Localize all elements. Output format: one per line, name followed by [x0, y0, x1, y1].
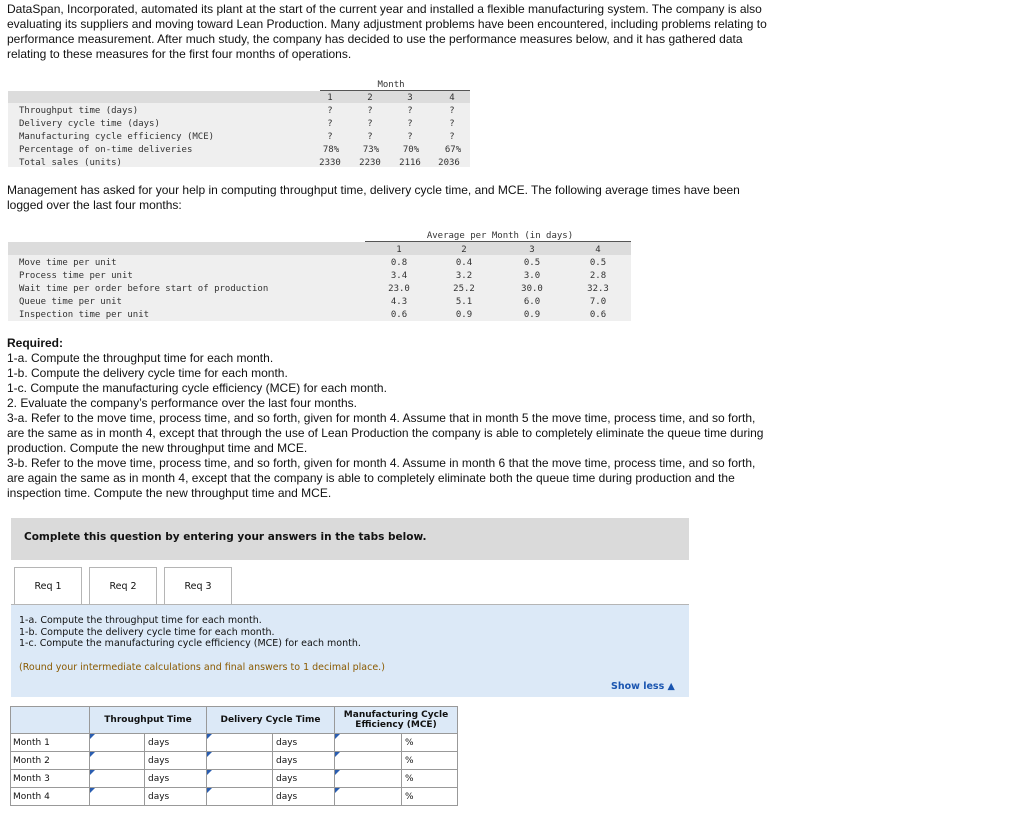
table1-cell: ? [327, 106, 333, 116]
instruction-banner [11, 518, 689, 560]
table1-row-label: Delivery cycle time (days) [19, 119, 160, 129]
table2-col-1: 1 [396, 245, 402, 255]
mce-month-2-input[interactable] [335, 753, 401, 769]
days-unit: days [273, 788, 335, 806]
table2-cell: 25.2 [453, 284, 475, 294]
table1-col-3: 3 [407, 93, 413, 103]
table1-cell: ? [407, 119, 413, 129]
input-marker-icon [207, 788, 212, 793]
delivery-input-cell[interactable] [207, 734, 273, 752]
input-marker-icon [207, 734, 212, 739]
table2-cell: 4.3 [390, 297, 408, 307]
table1-row-label: Percentage of on-time deliveries [19, 145, 193, 155]
tab-req-1[interactable]: Req 1 [14, 567, 82, 606]
table2-row-label: Inspection time per unit [19, 310, 150, 320]
input-marker-icon [335, 752, 340, 757]
input-marker-icon [90, 734, 95, 739]
mce-input-cell[interactable] [335, 770, 402, 788]
answer-table [10, 706, 458, 806]
days-unit: days [145, 788, 207, 806]
input-marker-icon [90, 752, 95, 757]
month-label: Month 2 [11, 752, 90, 770]
table1-cell: ? [367, 132, 373, 142]
input-marker-icon [335, 734, 340, 739]
table1-cell: ? [367, 119, 373, 129]
table1-cell: 2330 [319, 158, 341, 168]
table1-cell: ? [407, 106, 413, 116]
table2-cell: 3.4 [390, 271, 408, 281]
table2-col-3: 3 [529, 245, 535, 255]
required-item: 2. Evaluate the company’s performance over the last four months. [7, 396, 357, 410]
table2-row-label: Queue time per unit [19, 297, 122, 307]
table1-cell: ? [449, 106, 455, 116]
table2-cell: 3.0 [523, 271, 541, 281]
delivery-month-4-input[interactable] [207, 789, 272, 805]
delivery-input-cell[interactable] [207, 788, 273, 806]
required-item: 1-a. Compute the throughput time for each month. [7, 351, 274, 365]
table-row [11, 734, 458, 752]
month-label: Month 1 [11, 734, 90, 752]
table2-group-header: Average per Month (in days) [426, 231, 574, 241]
table2-col-4: 4 [595, 245, 601, 255]
panel-line: 1-b. Compute the delivery cycle time for each month. [19, 626, 275, 638]
throughput-month-4-input[interactable] [90, 789, 144, 805]
required-item: 3-a. Refer to the move time, process time, and so forth, given for month 4. Assume that in month 5 the move time, process time, and so forth, are the same as in month 4, except that through the use of Lean Production the company is able to completely eliminate the queue time during production. Compute the new throughput time and MCE. [7, 411, 764, 455]
table-row [11, 752, 458, 770]
table1-cell: 67% [444, 145, 462, 155]
percent-unit: % [402, 752, 458, 770]
table1-cell: 70% [402, 145, 420, 155]
table1-cell: 78% [322, 145, 340, 155]
throughput-input-cell[interactable] [90, 752, 145, 770]
rounding-note: (Round your intermediate calculations and final answers to 1 decimal place.) [19, 662, 385, 673]
table1-row-label: Throughput time (days) [19, 106, 139, 116]
table1-col-2: 2 [367, 93, 373, 103]
mce-month-1-input[interactable] [335, 735, 401, 751]
mce-input-cell[interactable] [335, 734, 402, 752]
table1-cell: ? [449, 119, 455, 129]
answer-header-row [11, 707, 458, 734]
month-label: Month 4 [11, 788, 90, 806]
required-title: Required: [7, 336, 64, 350]
throughput-header: Throughput Time [90, 707, 207, 734]
input-marker-icon [335, 788, 340, 793]
days-unit: days [145, 734, 207, 752]
tab-req-2[interactable]: Req 2 [89, 567, 157, 607]
table2-cell: 0.8 [390, 258, 408, 268]
table2-cell: 32.3 [587, 284, 609, 294]
table-row [11, 770, 458, 788]
table-row [11, 788, 458, 806]
table2-cell: 2.8 [589, 271, 607, 281]
mce-header: Manufacturing Cycle Efficiency (MCE) [335, 707, 458, 734]
show-less-link[interactable]: Show less ▲ [611, 681, 675, 692]
panel-line: 1-a. Compute the throughput time for each month. [19, 615, 262, 626]
required-item: 1-c. Compute the manufacturing cycle efficiency (MCE) for each month. [7, 381, 387, 395]
throughput-input-cell[interactable] [90, 734, 145, 752]
table2-cell: 23.0 [388, 284, 410, 294]
table2-cell: 0.6 [390, 310, 408, 320]
percent-unit: % [402, 734, 458, 752]
days-unit: days [273, 770, 335, 788]
table2-cell: 0.5 [589, 258, 607, 268]
tab-req-3[interactable]: Req 3 [164, 567, 232, 607]
intro-text: DataSpan, Incorporated, automated its plant at the start of the current year and installed a flexible manufacturing system. The company is also evaluating its suppliers and moving toward Lean Production. Many adjustment problems have been encountered, including problems relating to performance measurement. After much study, the company has decided to use the performance measures below, and it has gathered data relating to these measures for the first four months of operations. [7, 2, 767, 61]
input-marker-icon [90, 770, 95, 775]
input-marker-icon [335, 770, 340, 775]
throughput-month-1-input[interactable] [90, 735, 144, 751]
panel-instructions [19, 615, 361, 650]
delivery-header: Delivery Cycle Time [207, 707, 335, 734]
throughput-input-cell[interactable] [90, 788, 145, 806]
table2-row-label: Process time per unit [19, 271, 133, 281]
table2-cell: 30.0 [521, 284, 543, 294]
blank-header [11, 707, 90, 734]
required-item: 1-b. Compute the delivery cycle time for each month. [7, 366, 288, 380]
table1-cell: ? [327, 132, 333, 142]
throughput-month-3-input[interactable] [90, 771, 144, 787]
table2-cell: 0.9 [523, 310, 541, 320]
table2-cell: 5.1 [455, 297, 473, 307]
table2-col-2: 2 [461, 245, 467, 255]
table1-cell: 2036 [438, 158, 460, 168]
input-marker-icon [207, 752, 212, 757]
table2-cell: 7.0 [589, 297, 607, 307]
table1-cell: ? [449, 132, 455, 142]
table1-col-1: 1 [327, 93, 333, 103]
throughput-month-2-input[interactable] [90, 753, 144, 769]
month-label: Month 3 [11, 770, 90, 788]
table2-row-label: Wait time per order before start of production [19, 284, 269, 294]
throughput-input-cell[interactable] [90, 770, 145, 788]
delivery-input-cell[interactable] [207, 752, 273, 770]
days-unit: days [273, 734, 335, 752]
delivery-month-3-input[interactable] [207, 771, 272, 787]
table1-cell: ? [327, 119, 333, 129]
mce-month-4-input[interactable] [335, 789, 401, 805]
table1-cell: ? [367, 106, 373, 116]
tab-content-panel [11, 604, 689, 697]
table1-cell: 2230 [359, 158, 381, 168]
table2-cell: 3.2 [455, 271, 473, 281]
table1-row-label: Total sales (units) [19, 158, 122, 168]
days-unit: days [273, 752, 335, 770]
mce-input-cell[interactable] [335, 788, 402, 806]
table1-cell: ? [407, 132, 413, 142]
management-text: Management has asked for your help in computing throughput time, delivery cycle time, and MCE. The following average times have been logged over the last four months: [7, 183, 740, 212]
table1-col-4: 4 [449, 93, 455, 103]
table2-cell: 0.9 [455, 310, 473, 320]
percent-unit: % [402, 788, 458, 806]
delivery-month-2-input[interactable] [207, 753, 272, 769]
days-unit: days [145, 752, 207, 770]
mce-month-3-input[interactable] [335, 771, 401, 787]
input-marker-icon [90, 788, 95, 793]
days-unit: days [145, 770, 207, 788]
table1-row-label: Manufacturing cycle efficiency (MCE) [19, 132, 215, 142]
panel-line: 1-c. Compute the manufacturing cycle efficiency (MCE) for each month. [19, 638, 361, 649]
mce-input-cell[interactable] [335, 752, 402, 770]
required-section [7, 336, 767, 501]
required-item: 3-b. Refer to the move time, process time, and so forth, given for month 4. Assume in month 6 that the move time, process time, and so forth, are again the same as in month 4, except that the company is able to completely eliminate both the queue time during production and the inspection time. Compute the new throughput time and MCE. [7, 456, 756, 500]
table1-cell: 73% [362, 145, 380, 155]
table2-cell: 6.0 [523, 297, 541, 307]
table1-cell: 2116 [399, 158, 421, 168]
delivery-input-cell[interactable] [207, 770, 273, 788]
table2-cell: 0.4 [455, 258, 473, 268]
table2-cell: 0.6 [589, 310, 607, 320]
percent-unit: % [402, 770, 458, 788]
delivery-month-1-input[interactable] [207, 735, 272, 751]
input-marker-icon [207, 770, 212, 775]
table2-cell: 0.5 [523, 258, 541, 268]
instruction-text: Complete this question by entering your answers in the tabs below. [24, 531, 427, 543]
table2-row-label: Move time per unit [19, 258, 117, 268]
table1-group-header: Month [377, 80, 405, 90]
